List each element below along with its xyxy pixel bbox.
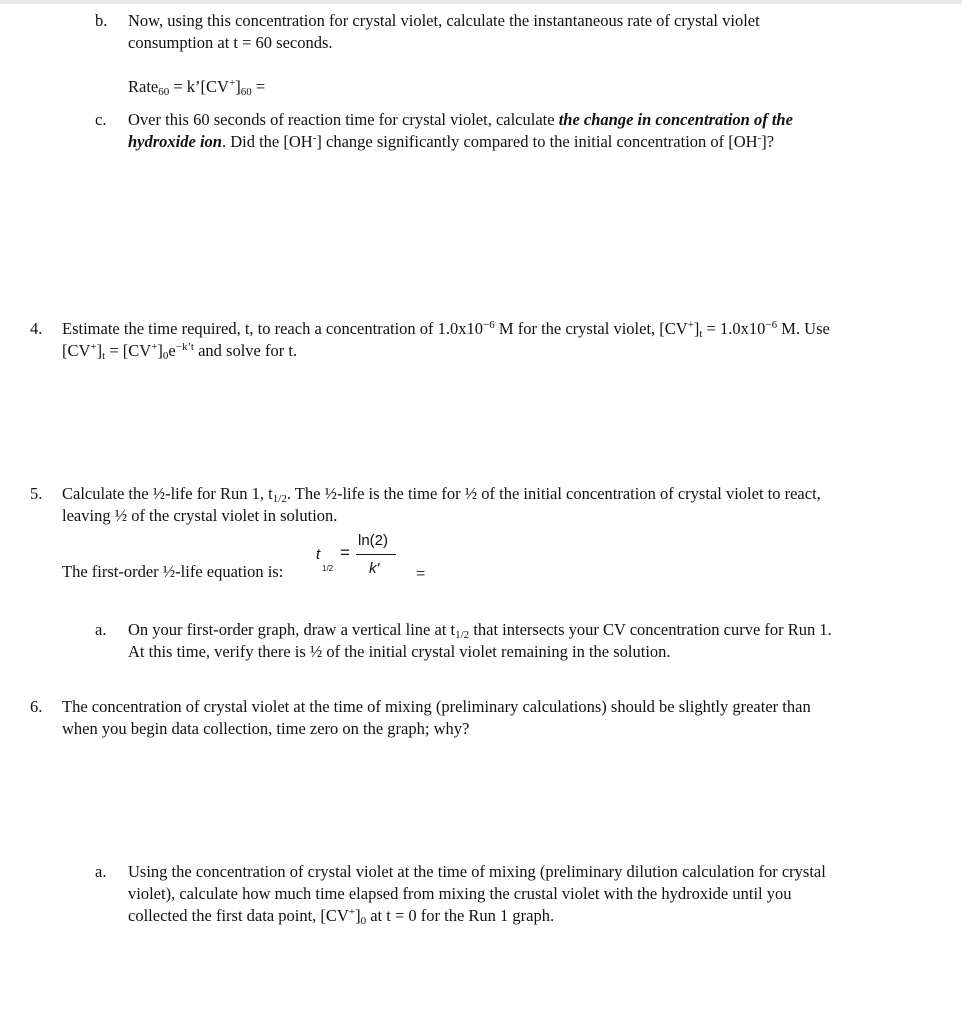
question-text-line: leaving ½ of the crystal violet in solution. <box>62 506 338 525</box>
equation-t-symbol: t <box>316 546 321 563</box>
question-text-line: collected the first data point, $[CV^+]_0$ at t = 0 for the Run 1 graph. <box>128 906 555 927</box>
question-text-line: At this time, verify there is ½ of the initial crystal violet remaining in the solution. <box>128 642 671 661</box>
item-label: b. <box>95 11 108 30</box>
question-text-line: Now, using this concentration for crystal violet, calculate the instantaneous rate of crystal violet <box>128 11 760 30</box>
question-text-line: consumption at t = 60 seconds. <box>128 33 333 52</box>
equation-subscript: 1/2 <box>322 564 334 573</box>
item-label: a. <box>95 620 107 639</box>
question-text-line: violet), calculate how much time elapsed from mixing the crustal violet with the hydroxide until you <box>128 884 792 903</box>
item-label: a. <box>95 862 107 881</box>
equation-numerator: ln(2) <box>358 532 389 549</box>
question-text-line: Over this 60 seconds of reaction time for crystal violet, calculate the change in concentration of the <box>128 110 793 129</box>
half-life-equation-label: The first-order ½-life equation is: <box>62 562 284 581</box>
fraction-bar <box>356 554 396 555</box>
question-text-line: hydroxide ion. Did the [OH-] change significantly compared to the initial concentration of [OH-]? <box>128 132 775 151</box>
question-number: 4. <box>30 319 43 338</box>
question-text-line: Estimate the time required, t, to reach a concentration of $1.0x10^{-6}$ M for the crystal violet, $[CV^+]_t = 1.0x10^{-6}$ M. Use <box>62 319 830 340</box>
equation-denominator: k' <box>369 560 380 577</box>
page-top-border <box>0 0 962 4</box>
question-text-line: The concentration of crystal violet at the time of mixing (preliminary calculations) should be slightly greater than <box>62 697 811 716</box>
question-number: 6. <box>30 697 43 716</box>
question-text-line: Using the concentration of crystal violet at the time of mixing (preliminary dilution calculation for crystal <box>128 862 826 881</box>
question-text-line: Calculate the ½-life for Run 1, $t_{1/2}$. The ½-life is the time for ½ of the initial concentration of crystal violet to react, <box>62 484 821 505</box>
equation-trailing-equals: = <box>416 564 426 583</box>
equation-equals-sign: = <box>340 543 350 562</box>
rate-equation: Rate$_{60}$ = $k’[CV^+]_{60}$ = <box>128 77 266 98</box>
question-text-line: when you begin data collection, time zero on the graph; why? <box>62 719 470 738</box>
question-text-line: On your first-order graph, draw a vertical line at $t_{1/2}$ that intersects your CV concentration curve for Run 1. <box>128 620 832 641</box>
question-number: 5. <box>30 484 43 503</box>
question-text-line: $[CV^+]_t = [CV^+]_0e^{-k’t}$ and solve for t. <box>62 341 298 362</box>
item-label: c. <box>95 110 107 129</box>
